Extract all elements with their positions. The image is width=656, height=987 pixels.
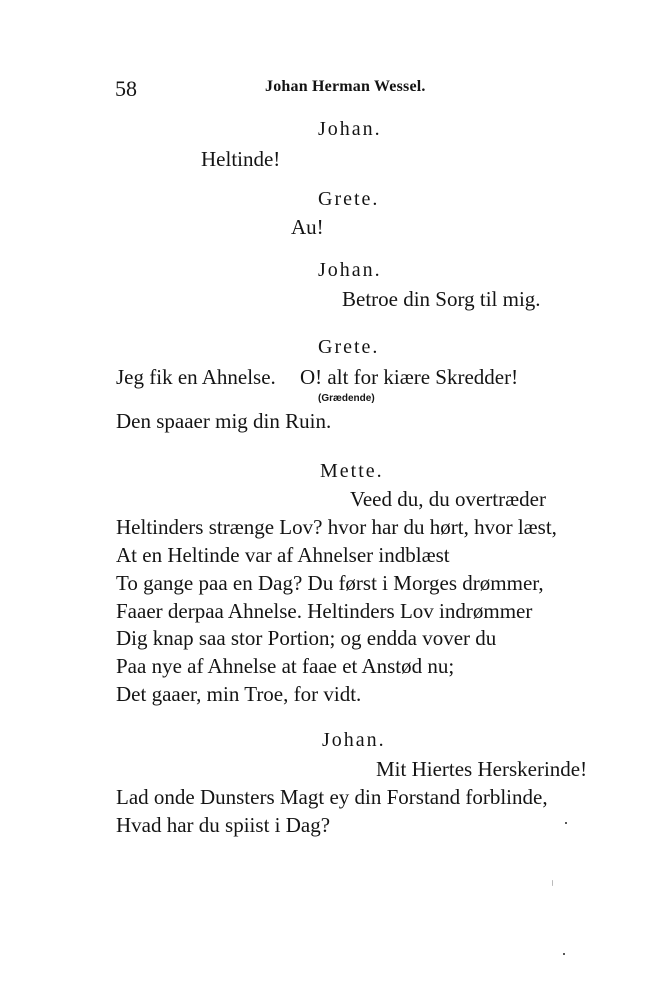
verse-line: Betroe din Sorg til mig. xyxy=(342,287,541,311)
verse-line: Mit Hiertes Herskerinde! xyxy=(376,757,588,781)
verse-line: At en Heltinde var af Ahnelser indblæst xyxy=(116,543,450,567)
ink-speck xyxy=(563,953,565,955)
running-head: Johan Herman Wessel. xyxy=(265,78,426,95)
verse-line: Lad onde Dunsters Magt ey din Forstand forblinde, xyxy=(116,785,548,809)
verse-line: Heltinders strænge Lov? hvor har du hørt, hvor læst, xyxy=(116,515,557,539)
verse-line: Det gaaer, min Troe, for vidt. xyxy=(116,682,362,706)
verse-line: Faaer derpaa Ahnelse. Heltinders Lov indrømmer xyxy=(116,599,533,623)
ink-speck xyxy=(552,880,553,886)
speaker-label: Johan. xyxy=(318,259,382,281)
verse-line: Den spaaer mig din Ruin. xyxy=(116,409,332,433)
page-number: 58 xyxy=(115,76,137,101)
speaker-label: Johan. xyxy=(318,118,382,140)
speaker-label: Mette. xyxy=(320,460,384,482)
speaker-label: Grete. xyxy=(318,188,380,210)
speaker-label: Johan. xyxy=(322,729,386,751)
verse-line: Dig knap saa stor Portion; og endda vover du xyxy=(116,626,497,650)
verse-line: Au! xyxy=(291,215,324,239)
verse-line: Veed du, du overtræder xyxy=(350,487,546,511)
stage-direction: (Grædende) xyxy=(318,393,375,404)
verse-line: Hvad har du spiist i Dag? xyxy=(116,813,331,837)
speaker-label: Grete. xyxy=(318,336,380,358)
verse-line: Heltinde! xyxy=(201,147,281,171)
verse-line: Jeg fik en Ahnelse. xyxy=(116,365,276,389)
verse-line: Paa nye af Ahnelse at faae et Anstød nu; xyxy=(116,654,455,678)
verse-line: O! alt for kiære Skredder! xyxy=(300,365,519,389)
verse-line: To gange paa en Dag? Du først i Morges drømmer, xyxy=(116,571,544,595)
ink-speck xyxy=(565,822,567,824)
